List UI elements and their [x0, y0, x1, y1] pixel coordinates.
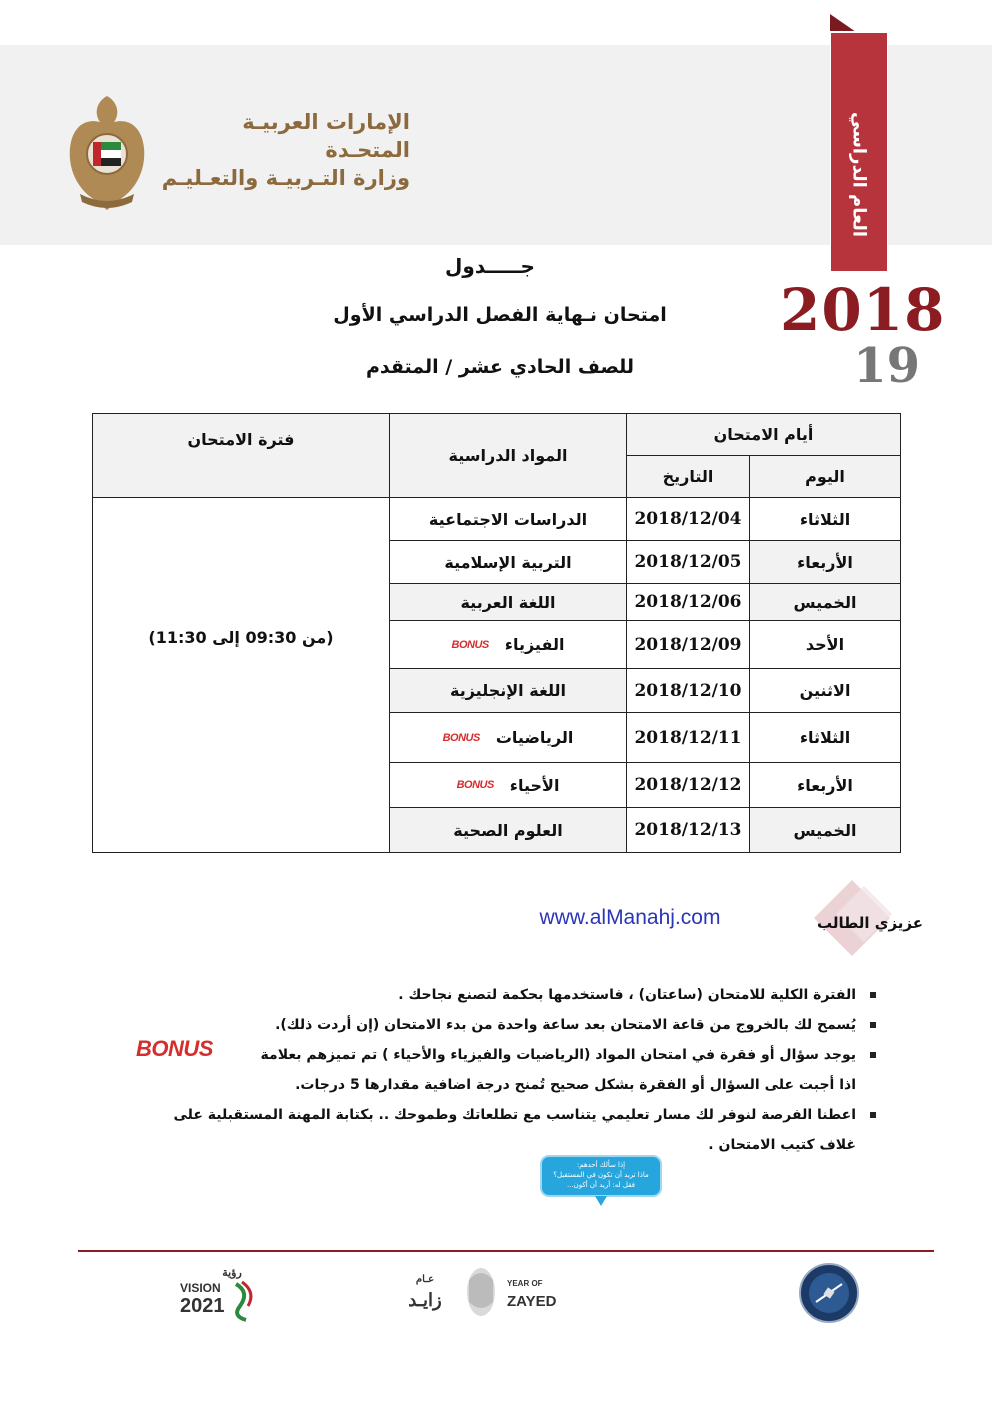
row-date: 2018/12/09 — [627, 621, 750, 669]
note-item: الفترة الكلية للامتحان (ساعتان) ، فاستخدمها بحكمة لتصنع نجاحك . — [150, 980, 880, 1010]
row-subject: اللغة العربية — [390, 584, 627, 621]
row-subject-cell — [390, 763, 627, 808]
title-line3: للصف الحادي عشر / المتقدم — [365, 356, 635, 378]
row-subject: الرياضيات — [495, 728, 574, 747]
uae-emblem-icon — [66, 92, 148, 214]
year-of-zayed-logo-icon — [395, 1262, 575, 1322]
ribbon-label — [830, 95, 888, 255]
row-subject: الدراسات الاجتماعية — [390, 498, 627, 541]
vision-word: VISION — [180, 1281, 221, 1295]
note-item: اعطنا الفرصة لنوفر لك مسار تعليمي يتناسب مع تطلعاتك وطموحك .. بكتابة المهنة المستقبلية على — [150, 1100, 880, 1130]
zayed-ar: زايـد — [408, 1290, 442, 1310]
row-day: الخميس — [750, 584, 901, 621]
header-period: فترة الامتحان — [93, 414, 390, 498]
vision-2021-logo-icon — [176, 1262, 266, 1322]
zayed-ar-small: عـام — [415, 1274, 435, 1285]
year-sub: 19 — [853, 338, 920, 394]
row-day: الثلاثاء — [750, 498, 901, 541]
row-date: 2018/12/06 — [627, 584, 750, 621]
bubble-line2: ماذا تريد أن تكون في المستقبل؟ — [553, 1171, 649, 1179]
note-text: اذا أجبت على السؤال أو الفقرة بشكل صحيح تُمنح درجة اضافية مقدارها 5 درجات. — [295, 1077, 856, 1093]
year-main: 2018 — [780, 276, 946, 344]
row-day: الخميس — [750, 808, 901, 853]
zayed-en: ZAYED — [507, 1293, 557, 1310]
note-item: يُسمح لك بالخروج من قاعة الامتحان بعد ساعة واحدة من بدء الامتحان (إن أردت ذلك). — [150, 1010, 880, 1040]
exam-schedule-table — [92, 413, 901, 853]
exam-period: (من 09:30 إلى 11:30) — [93, 498, 390, 853]
vision-year: 2021 — [180, 1295, 225, 1317]
note-text: غلاف كتيب الامتحان . — [708, 1137, 856, 1153]
ministry-line1: الإمارات العربيـة المتحـدة — [242, 110, 410, 162]
notes-heading: عزيزي الطالب — [816, 914, 924, 932]
row-date: 2018/12/13 — [627, 808, 750, 853]
note-text: يوجد سؤال أو فقرة في امتحان المواد (الرياضيات والفيزياء والأحياء ) تم تميزهم بعلامة — [260, 1047, 856, 1063]
ministry-name — [160, 108, 410, 192]
table-row — [93, 498, 901, 541]
row-subject-cell — [390, 713, 627, 763]
row-day: الاثنين — [750, 669, 901, 713]
row-subject-cell — [390, 621, 627, 669]
row-date: 2018/12/12 — [627, 763, 750, 808]
row-subject: التربية الإسلامية — [390, 541, 627, 584]
bubble-line3: فقل له: أريد أن أكون... — [566, 1181, 636, 1189]
header-exam-days: أيام الامتحان — [627, 414, 901, 456]
ministry-line2: وزارة التـربيـة والتعـليـم — [161, 166, 410, 190]
row-date: 2018/12/05 — [627, 541, 750, 584]
bonus-badge-icon: BONUS — [442, 731, 480, 744]
header-date: التاريخ — [627, 456, 750, 498]
row-subject: العلوم الصحية — [390, 808, 627, 853]
note-continuation — [150, 1130, 880, 1160]
row-day: الأربعاء — [750, 763, 901, 808]
title-line2: امتحان نـهاية الفصل الدراسي الأول — [333, 304, 667, 326]
bubble-line1: إذا سألك أحدهم: — [576, 1161, 626, 1169]
row-day: الأحد — [750, 621, 901, 669]
footer-divider — [78, 1250, 934, 1252]
header-subjects: المواد الدراسية — [390, 414, 627, 498]
website-link[interactable]: www.alManahj.com — [539, 906, 721, 929]
row-subject: الفيزياء — [504, 635, 565, 654]
vision-top-text: رؤية — [222, 1267, 242, 1279]
ribbon-text: العام الدراسي — [848, 112, 870, 238]
row-day: الأربعاء — [750, 541, 901, 584]
notes-list — [136, 980, 880, 1160]
row-date: 2018/12/11 — [627, 713, 750, 763]
bonus-badge-icon: BONUS — [451, 638, 489, 651]
bubble-text — [545, 1160, 657, 1190]
khalifa-sat-logo-icon — [798, 1262, 860, 1324]
note-continuation — [150, 1070, 880, 1100]
row-day: الثلاثاء — [750, 713, 901, 763]
zayed-en-small: YEAR OF — [507, 1279, 543, 1288]
row-subject: اللغة الإنجليزية — [390, 669, 627, 713]
row-date: 2018/12/10 — [627, 669, 750, 713]
row-date: 2018/12/04 — [627, 498, 750, 541]
note-item-bonus — [136, 1036, 880, 1070]
bonus-badge-icon: BONUS — [456, 779, 494, 791]
header-day: اليوم — [750, 456, 901, 498]
bonus-mark-icon: BONUS — [136, 1036, 213, 1061]
row-subject: الأحياء — [509, 775, 560, 795]
title-line1: جـــــدول — [445, 254, 535, 278]
